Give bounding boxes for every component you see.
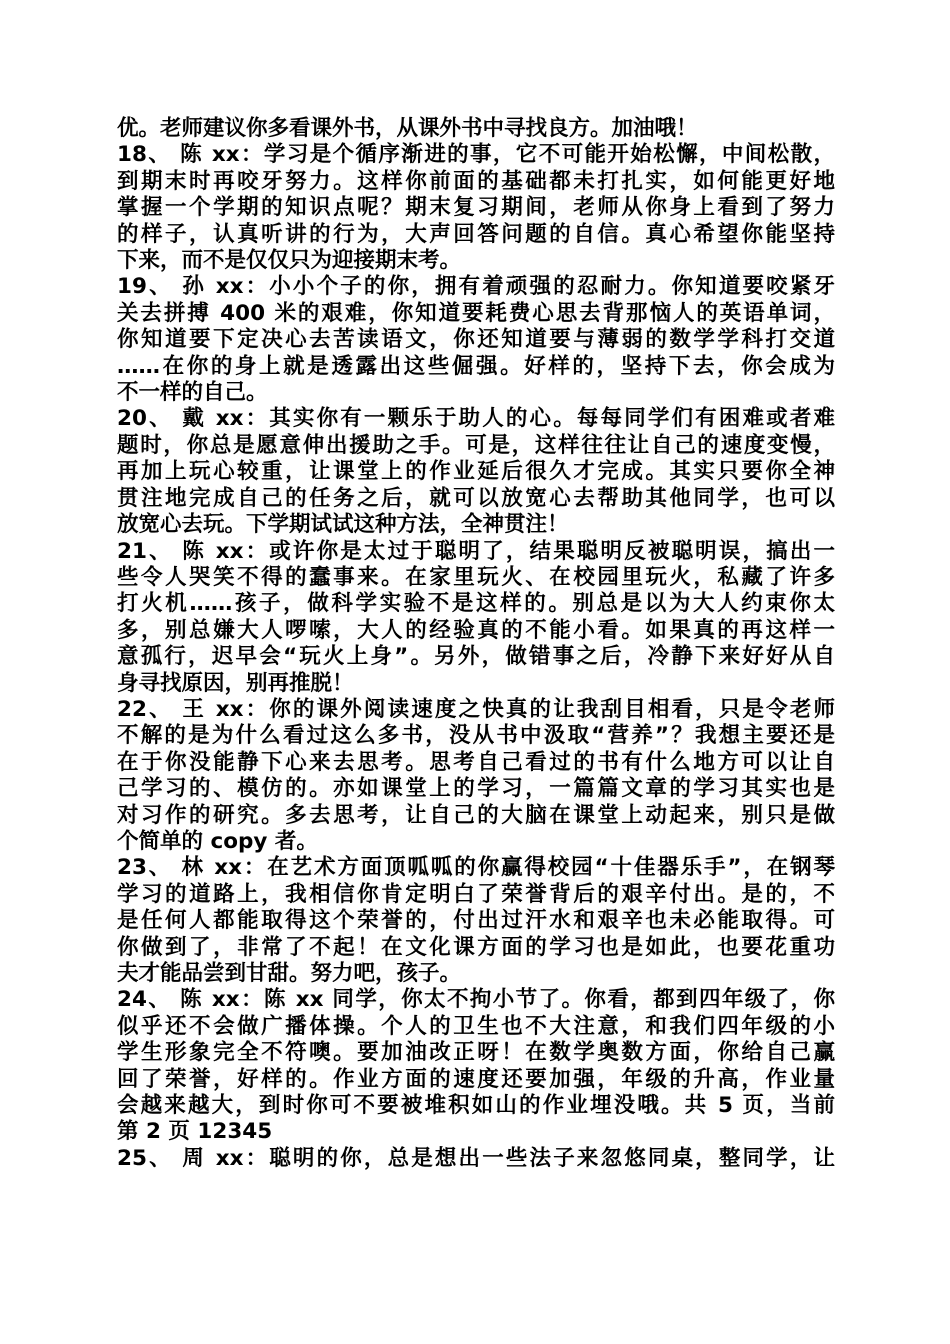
text-line: 你做到了，非常了不起！在文化课方面的学习也是如此，也要花重功 <box>117 934 835 960</box>
text-line: 18、 陈 xx：学习是个循序渐进的事，它不可能开始松懈，中间松散， <box>117 142 835 168</box>
text-line: 己学习的、模仿的。亦如课堂上的学习，一篇篇文章的学习其实也是 <box>117 776 835 802</box>
text-line: 是任何人都能取得这个荣誉的，付出过汗水和艰辛也未必能取得。可 <box>117 908 835 934</box>
text-line: 贯注地完成自己的任务之后，就可以放宽心去帮助其他同学，也可以 <box>117 485 835 511</box>
text-line: ……在你的身上就是透露出这些倔强。好样的，坚持下去，你会成为 <box>117 353 835 379</box>
text-line: 22、 王 xx：你的课外阅读速度之快真的让我刮目相看，只是令老师 <box>117 696 835 722</box>
text-line: 会越来越大，到时你可不要被堆积如山的作业埋没哦。共 5 页，当前 <box>117 1093 835 1119</box>
text-line: 夫才能品尝到甘甜。努力吧，孩子。 <box>117 961 462 986</box>
text-line: 24、 陈 xx：陈 xx 同学，你太不拘小节了。你看，都到四年级了，你 <box>117 987 835 1013</box>
text-line: 学生形象完全不符噢。要加油改正呀！在数学奥数方面，你给自己赢 <box>117 1040 835 1066</box>
text-line: 多，别总嫌大人啰嗦，大人的经验真的不能小看。如果真的再这样一 <box>117 617 835 643</box>
text-line: 对习作的研究。多去思考，让自己的大脑在课堂上动起来，别只是做 <box>117 802 835 828</box>
text-line: 20、 戴 xx：其实你有一颗乐于助人的心。每每同学们有困难或者难 <box>117 406 835 432</box>
text-line: 不解的是为什么看过这么多书，没从书中汲取“营养”？我想主要还是 <box>117 723 835 749</box>
text-line: 19、 孙 xx：小小个子的你，拥有着顽强的忍耐力。你知道要咬紧牙 <box>117 274 835 300</box>
text-line: 意孤行，迟早会“玩火上身”。另外，做错事之后，冷静下来好好从自 <box>117 644 835 670</box>
text-line: 些令人哭笑不得的蠢事来。在家里玩火、在校园里玩火，私藏了许多 <box>117 564 835 590</box>
text-line: 打火机……孩子，做科学实验不是这样的。别总是以为大人约束你太 <box>117 591 835 617</box>
text-line: 再加上玩心较重，让课堂上的作业延后很久才完成。其实只要你全神 <box>117 459 835 485</box>
text-line: 第 2 页 12345 <box>117 1119 273 1145</box>
text-line: 下来，而不是仅仅只为迎接期末考。 <box>117 248 462 274</box>
text-line: 回了荣誉，好样的。作业方面的速度还要加强，年级的升高，作业量 <box>117 1066 835 1092</box>
text-line: 个简单的 copy 者。 <box>117 828 318 854</box>
text-line: 题时，你总是愿意伸出援助之手。可是，这样往往让自己的速度变慢， <box>117 432 835 458</box>
text-line: 似乎还不会做广播体操。个人的卫生也不大注意，和我们四年级的小 <box>117 1013 835 1039</box>
text-line: 到期末时再咬牙努力。这样你前面的基础都未打扎实，如何能更好地 <box>117 168 835 194</box>
text-line: 23、 林 xx：在艺术方面顶呱呱的你赢得校园“十佳器乐手”，在钢琴 <box>117 855 835 881</box>
text-line: 放宽心去玩。下学期试试这种方法，全神贯注！ <box>117 512 569 538</box>
text-line: 优。老师建议你多看课外书，从课外书中寻找良方。加油哦！ <box>117 116 698 141</box>
text-line: 在于你没能静下心来去思考。思考自己看过的书有什么地方可以让自 <box>117 749 835 775</box>
text-line: 你知道要下定决心去苦读语文，你还知道要与薄弱的数学学科打交道 <box>117 327 835 353</box>
text-line: 关去拼搏 400 米的艰难，你知道要耗费心思去背那恼人的英语单词， <box>117 300 835 326</box>
text-line: 21、 陈 xx：或许你是太过于聪明了，结果聪明反被聪明误，搞出一 <box>117 538 835 564</box>
text-line: 身寻找原因，别再推脱！ <box>117 670 354 696</box>
text-line: 不一样的自己。 <box>117 380 268 406</box>
document-body <box>117 116 835 1172</box>
text-line: 的样子，认真听讲的行为，大声回答问题的自信。真心希望你能坚持 <box>117 221 835 247</box>
text-line: 掌握一个学期的知识点呢？期末复习期间，老师从你身上看到了努力 <box>117 195 835 221</box>
text-line: 学习的道路上，我相信你肯定明白了荣誉背后的艰辛付出。是的，不 <box>117 881 835 907</box>
text-line: 25、 周 xx：聪明的你，总是想出一些法子来忽悠同桌，整同学，让 <box>117 1145 835 1171</box>
